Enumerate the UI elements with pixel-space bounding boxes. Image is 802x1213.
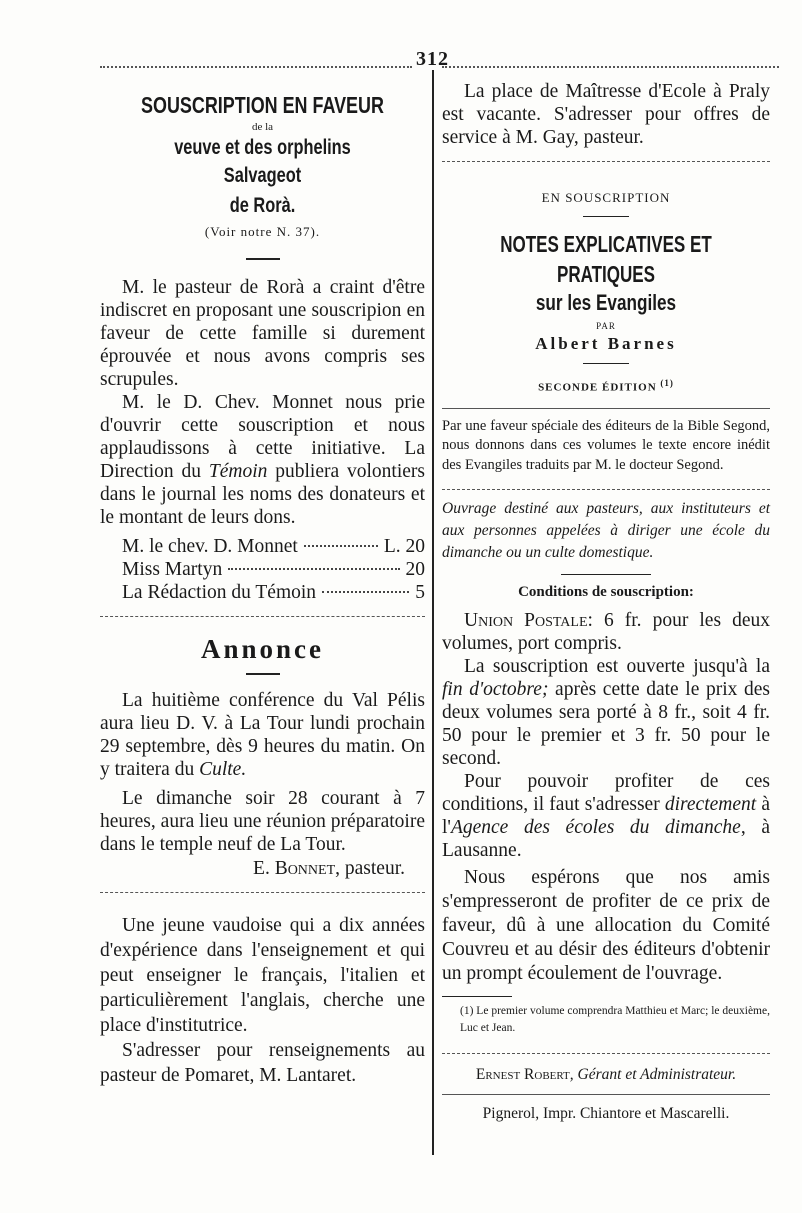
leader-dots xyxy=(228,568,399,570)
donor-name: La Rédaction du Témoin xyxy=(122,582,317,603)
separator-dash xyxy=(583,216,629,217)
gerant-role: , Gérant et Administrateur. xyxy=(569,1066,737,1084)
edition-line xyxy=(442,378,770,394)
separator-dash xyxy=(561,574,651,575)
section-divider xyxy=(100,616,425,617)
union-label: Union Postale xyxy=(464,610,588,632)
section-divider xyxy=(442,161,770,162)
signature-role: , pasteur. xyxy=(335,858,405,879)
author-name: Albert Barnes xyxy=(535,334,677,353)
left-column xyxy=(100,90,425,1088)
vaudoise-paragraph-1: Une jeune vaudoise qui a dix années d'expérience dans l'enseignement et qui peut enseigner le français, l'italien et particulièrement l'anglais, cherche une place d'institutrice. xyxy=(100,915,425,1036)
annonce-paragraph-2: Le dimanche soir 28 courant à 7 heures, aura lieu une réunion préparatoire dans le temple neuf de La Tour. xyxy=(100,788,425,855)
edition-note-ref: (1) xyxy=(660,378,674,388)
annonce-signature xyxy=(100,856,425,882)
section-divider xyxy=(100,892,425,893)
donor-currency: L. xyxy=(383,536,401,557)
souscription-line3: de Rorà. xyxy=(229,194,296,217)
separator-dash xyxy=(442,996,512,997)
footnote: (1) Le premier volume comprendra Matthieu et Marc; le deuxième, Luc et Jean. xyxy=(460,1005,770,1035)
section-divider xyxy=(442,489,770,490)
conditions-title: Conditions de souscription: xyxy=(518,584,694,601)
vaudoise-paragraph-2: S'adresser pour renseignements au pasteur de Pomaret, M. Lantaret. xyxy=(100,1040,425,1086)
donor-list xyxy=(100,535,425,604)
donor-row xyxy=(122,535,425,558)
souscription-paragraph-1: M. le pasteur de Rorà a craint d'être indiscret en proposant une souscripion en faveur de cette famille si durement éprouvée et nous avons compris ses scrupules. xyxy=(100,277,425,390)
faveur-note: Par une faveur spéciale des éditeurs de la Bible Segond, nous donnons dans ces volumes le texte encore inédit des Evangiles traduits par M. le docteur Segond. xyxy=(442,417,770,473)
edition-label: SECONDE ÉDITION xyxy=(538,381,657,394)
souscription-ref: (Voir notre N. 37). xyxy=(204,224,321,239)
page-number: 312 xyxy=(416,48,449,70)
section-divider xyxy=(442,408,770,409)
separator-dash xyxy=(583,363,629,364)
esperons-paragraph: Nous espérons que nos amis s'empresseront de profiter de ce prix de faveur, dû à une allocation du Comité Couvreu et au désir des éditeurs d'obtenir un prompt écoulement de l'ouvrage. xyxy=(442,867,770,985)
donor-name: M. le chev. D. Monnet xyxy=(122,536,298,557)
annonce-title: Annonce xyxy=(200,634,324,664)
annonce-paragraph-1: La huitième conférence du Val Pélis aura lieu D. V. à La Tour lundi prochain 29 septembre, dès 9 heures du matin. On y traitera du Culte. xyxy=(100,690,425,780)
separator-dash xyxy=(246,673,280,675)
column-divider xyxy=(432,70,434,1155)
header-rule-right xyxy=(442,66,779,68)
souscription-paragraph-2: M. le D. Chev. Monnet nous prie d'ouvrir cette souscription et nous applaudissons à cette initiative. La Direction du Témoin publiera volontiers dans le journal les noms des donateurs et le montant de leurs dons. xyxy=(100,392,425,528)
donor-amount: 5 xyxy=(415,582,425,603)
souscription-line2: veuve et des orphelins Salvageot xyxy=(174,136,351,187)
gerant-line xyxy=(442,1064,770,1086)
section-divider xyxy=(442,1053,770,1054)
souscription-de-la: de la xyxy=(251,121,274,133)
donor-row xyxy=(122,581,425,604)
par-label: PAR xyxy=(596,321,616,331)
notes-title: NOTES EXPLICATIVES ET PRATIQUES xyxy=(500,231,712,287)
donor-name: Miss Martyn xyxy=(122,559,223,580)
donor-amount: 20 xyxy=(405,536,425,557)
header-rule-left xyxy=(100,66,412,68)
donor-row xyxy=(122,558,425,581)
signature-name: E. Bonnet xyxy=(253,858,336,879)
notes-subtitle: sur les Evangiles xyxy=(535,290,677,315)
praly-notice: La place de Maîtresse d'Ecole à Praly est vacante. S'adresser pour offres de service à M. Gay, pasteur. xyxy=(442,81,770,148)
souscription-title: SOUSCRIPTION EN FAVEUR xyxy=(141,92,384,118)
right-column xyxy=(442,80,770,1125)
leader-dots xyxy=(322,591,409,593)
donor-amount: 20 xyxy=(405,559,425,580)
souscription-conditions: La souscription est ouverte jusqu'à la fin d'octobre; après cette date le prix des deux volumes sera porté à 8 fr., soit 4 fr. 50 pour le premier et 3 fr. 50 pour le second. xyxy=(442,656,770,770)
ouvrage-note: Ouvrage destiné aux pasteurs, aux instituteurs et aux personnes appelées à diriger une école du dimanche ou un culte domestique. xyxy=(442,500,770,562)
gerant-name: Ernest Robert xyxy=(475,1066,570,1084)
separator-dash xyxy=(246,258,280,260)
section-divider xyxy=(442,1094,770,1095)
imprimerie: Pignerol, Impr. Chiantore et Mascarelli. xyxy=(482,1105,730,1123)
leader-dots xyxy=(304,545,378,547)
union-postale: Union Postale: 6 fr. pour les deux volumes, port compris. xyxy=(442,610,771,655)
profiter-paragraph: Pour pouvoir profiter de ces conditions, il faut s'adresser directement à l'Agence des écoles du dimanche, à Lausanne. xyxy=(442,771,770,862)
en-souscription: EN SOUSCRIPTION xyxy=(541,190,671,205)
